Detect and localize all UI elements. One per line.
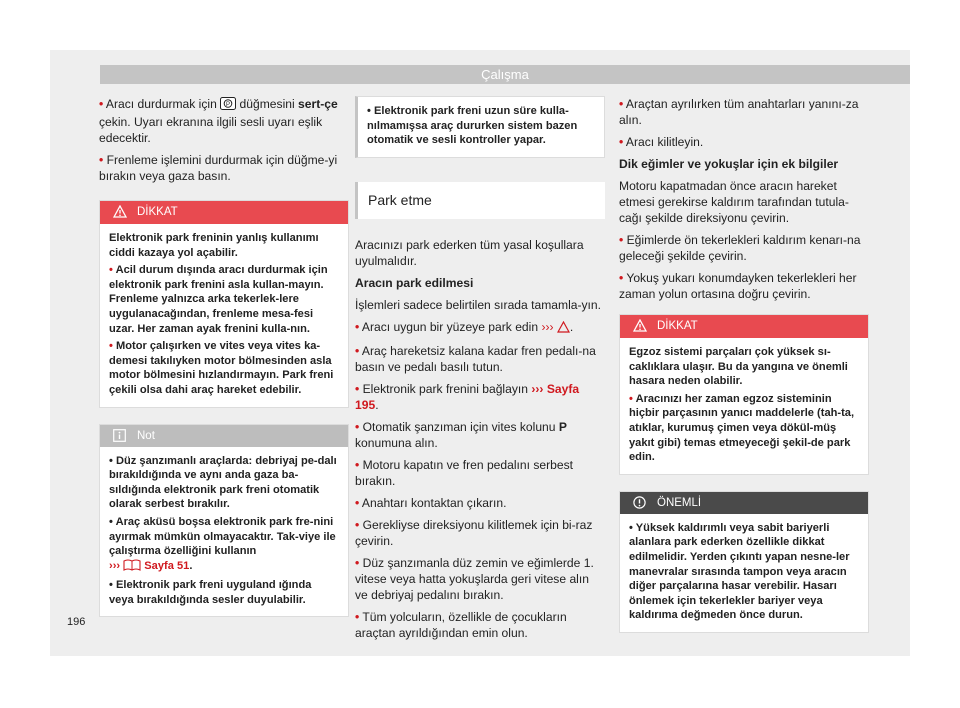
list-item: • Anahtarı kontaktan çıkarın. [355,495,507,510]
bullet-icon: • [355,419,360,434]
warning-triangle-icon [113,205,127,218]
list-item: • Tüm yolcuların, özellikle de çocukların araçtan ayrıldığından emin olun. [355,609,567,640]
page-header: Çalışma [100,65,910,84]
bullet-icon: • [109,264,113,277]
important-box: ÖNEMLİ • Yüksek kaldırımlı veya sabit bariyerli alanlara park ederken özellikle dikkat edilmelidir. Yerden çıkıntı yapan nesne-ler manevralar sırasında tampon veya aracın diğer parçalarına hasar verebilir. Hasarı önlemek için tekerlekler bariyer veya kaldırıma değmeden önce durun. [619,491,869,633]
book-icon [123,559,141,576]
bullet-icon: • [629,521,633,534]
info-box: • Elektronik park freni uzun süre kulla-nılmamışsa araç dururken sistem bazen otomatik ve sesli kontroller yapar. [355,96,605,158]
warning-header: DİKKAT [100,201,348,224]
page-number: 196 [67,616,86,628]
warning-header: DİKKAT [620,315,868,338]
bullet-icon: • [355,381,360,396]
bullet-icon: • [109,579,113,592]
warning-triangle-icon [633,319,647,332]
column-3: • Araçtan ayrılırken tüm anahtarları yanını-za alın. • Aracı kilitleyin. Dik eğimler ve yokuşlar için ek bilgiler Motoru kapatmadan önce aracın hareket etmesi gerekirse kaldırım tarafından tutula-cağı şekilde direksiyonu çevirin. • Eğimlerde ön tekerlekleri kaldırım kenarı-na geleceği şekilde çevirin. • Yokuş yukarı konumdayken tekerlekleri her zaman yolun ortasına doğru çevirin. DİKKAT Egzoz sistemi parçaları çok yüksek sı-caklıklara ulaşır. Bu da yangına ve önemli hasara neden olabilir. • Aracınızı her zaman egzoz sisteminin hiçbir parçasının yanıcı maddelerle (tah-ta, atıklar, kurumuş çimen veya dökül-müş yakıt gibi) temas etmeyeceği şekil-de park edin. ÖNEMLİ • Yüksek kaldırımlı veya sabit bariyerli alanlara park ederken özellikle dikkat edilmelidir. Yerden çıkıntı yapan nesne-ler manevralar sırasında tampon veya aracın diğer parçalarına hasar verebilir. Hasarı önlemek için tekerlekler bariyer veya kaldırıma değmeden önce durun. [619,96,869,633]
list-item: • Gerekliyse direksiyonu kilitlemek için bi-raz çevirin. [355,517,593,548]
link-arrows-icon: ››› [531,381,544,396]
warning-box: DİKKAT Elektronik park freninin yanlış kullanımı ciddi kazaya yol açabilir. • Acil durum dışında aracı durdurmak için elektronik park frenini asla kullan-mayın. Frenleme yalnızca arka tekerlek-lere uygulanacağından, frenleme mesa-fesi uzar. Her zaman ayak frenini kulla-nın. • Motor çalışırken ve vites veya vites ka-demesi takılıyken motor bölmesinden asla motor bölmesini hızlandırmayın. Park freni çekili olsa dahi araç hareket edebilir. [99,200,349,408]
column-1 [99,96,349,617]
bullet-icon: • [99,97,104,111]
bullet-icon: • [619,135,624,149]
paragraph-stop-button: • Aracı durdurmak için P düğmesini sert-çe çekin. Uyarı ekranına ilgili sesli uyarı eşlik edecektir. [99,97,338,145]
bullet-icon: • [619,97,624,111]
bullet-icon: • [367,105,371,117]
bullet-icon: • [629,392,633,405]
subsection-title: Aracın park edilmesi [355,275,474,290]
warning-box: DİKKAT Egzoz sistemi parçaları çok yüksek sı-caklıklara ulaşır. Bu da yangına ve önemli hasara neden olabilir. • Aracınızı her zaman egzoz sisteminin hiçbir parçasının yanıcı maddelerle (tah-ta, atıklar, kurumuş çimen veya dökül-müş yakıt gibi) temas etmeyeceği şekil-de park edin. [619,314,869,475]
bullet-icon: • [109,454,113,467]
intro-text: Aracınızı park ederken tüm yasal koşullara uyulmalıdır. [355,237,584,268]
column-2 [355,96,605,647]
section-title: Park etme [355,182,605,219]
bullet-icon: • [99,153,104,167]
note-header: Not [100,425,348,447]
important-header: ÖNEMLİ [620,492,868,514]
svg-text:P: P [226,102,231,108]
warning-triangle-icon [557,321,570,337]
exclamation-circle-icon [633,496,646,509]
info-icon [113,429,126,442]
manual-page [50,50,910,656]
list-item: • Otomatik şanzıman için vites kolunu P konumuna alın. [355,419,567,450]
subsection-title: Dik eğimler ve yokuşlar için ek bilgiler [619,157,839,171]
note-box: Not • Düz şanzımanlı araçlarda: debriyaj pe-dalı bırakıldığında ve aynı anda gaza ba-sıldığında elektronik park freni otomatik olarak serbest bırakılır. • Araç aküsü boşsa elektronik park fre-nini ayırmak mümkün olmayacaktır. Tak-viye ile çalıştırma özelliğini kullanın ››› Sayfa 51. • Elektronik park freni uyguland ığında veya bırakıldığında sesler duyulabilir. [99,424,349,618]
list-item: • Düz şanzımanla düz zemin ve eğimlerde 1. vitese veya hatta yokuşlarda geri vitese alın ve debriyaj pedalını bırakın. [355,555,594,602]
list-item: • Elektronik park frenini bağlayın ››› Sayfa 195. [355,381,580,412]
link-arrows-icon: ››› [109,559,121,572]
bullet-icon: • [355,555,360,570]
bullet-icon: • [109,340,113,353]
bullet-icon: • [619,233,624,247]
bullet-icon: • [355,457,360,472]
list-item: • Motoru kapatın ve fren pedalını serbest bırakın. [355,457,574,488]
bullet-icon: • [355,517,360,532]
bullet-icon: • [109,515,113,528]
bullet-icon: • [355,609,360,624]
sub-intro-text: İşlemleri sadece belirtilen sırada tamamla-yın. [355,297,602,312]
page-link[interactable]: Sayfa 195 [355,381,580,412]
page-link[interactable]: Sayfa 51 [144,559,190,572]
link-arrows-icon: ››› [541,319,554,334]
paragraph-release-button: • Frenleme işlemini durdurmak için düğme-yi bırakın veya gaza basın. [99,153,338,183]
bullet-icon: • [355,319,360,334]
bullet-icon: • [355,495,360,510]
bullet-icon: • [619,271,624,285]
list-item: • Araç hareketsiz kalana kadar fren pedalı-na basın ve pedalı basılı tutun. [355,343,596,374]
parking-brake-button-icon [220,97,236,114]
list-item: • Aracı uygun bir yüzeye park edin ››› . [355,319,605,337]
bullet-icon: • [355,343,360,358]
